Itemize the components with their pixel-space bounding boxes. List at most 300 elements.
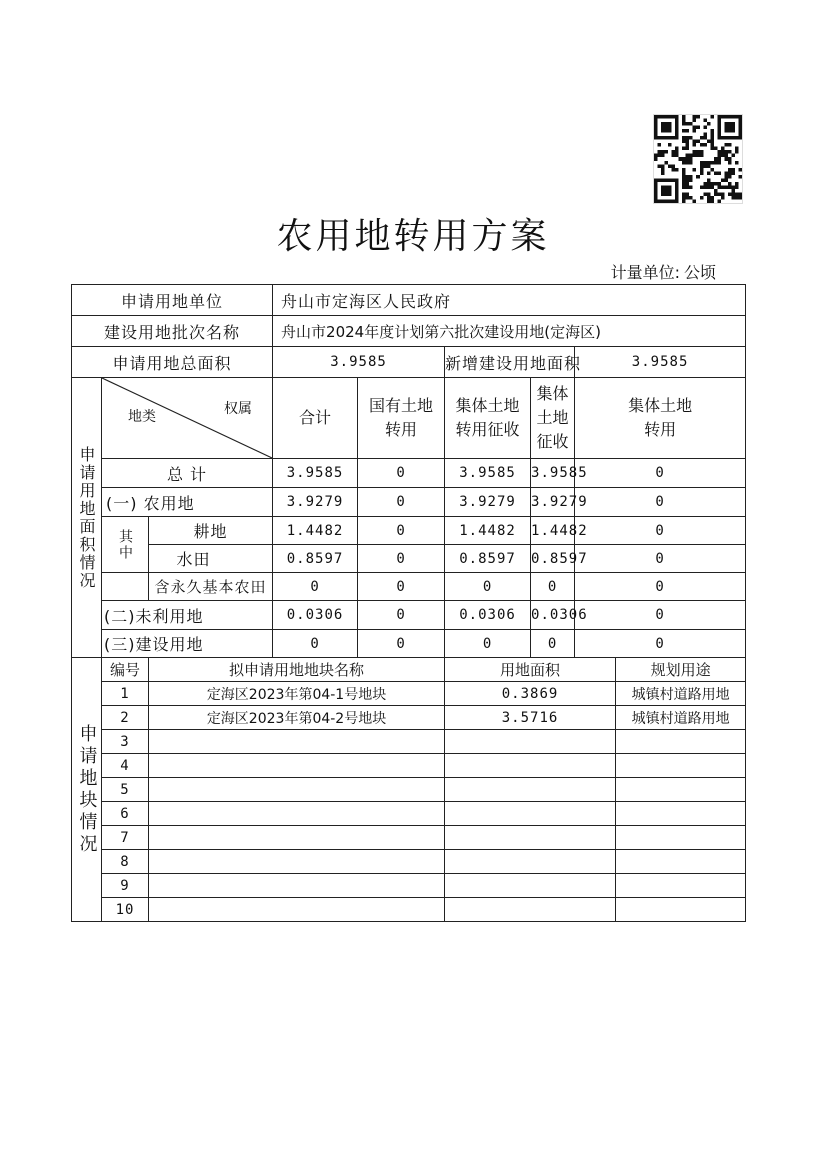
qr-module [731,196,735,200]
qr-module [675,199,679,203]
cell-value: 0 [273,630,358,658]
plot-no: 2 [102,706,149,730]
plot-header-area: 用地面积 [445,658,616,682]
qr-module [703,136,707,140]
qr-module [693,143,697,147]
cell-value: 0 [575,517,746,545]
qr-module [728,182,732,186]
plot-section-side-label: 申请地块情况 [72,658,102,922]
qr-module [682,115,686,119]
qr-module [714,171,718,175]
qr-module [703,161,707,165]
qr-module [738,133,742,137]
plot-no: 6 [102,802,149,826]
qr-module [721,185,725,189]
qr-module [700,154,704,158]
qr-module [728,129,732,133]
plot-name [149,778,445,802]
qr-module [714,182,718,186]
qr-module [707,196,711,200]
qr-module [665,150,669,154]
qr-module [675,147,679,151]
qr-module [668,199,672,203]
qr-module [693,150,697,154]
cell-value: 3.9279 [273,488,358,517]
diagonal-header-cell [102,378,273,459]
row-label: 水田 [173,545,273,573]
qr-module [682,171,686,175]
qr-module [668,115,672,119]
qr-module [686,192,690,196]
cell-value: 0 [358,459,445,488]
qr-module [686,185,690,189]
qr-module [717,185,721,189]
qr-module [728,171,732,175]
cell-value: 0 [575,573,746,601]
qr-module [661,126,665,130]
qr-module [672,164,676,168]
plot-header-no: 编号 [102,658,149,682]
qr-module [675,168,679,172]
qr-module [696,154,700,158]
qr-module [654,136,658,140]
qr-module [672,178,676,182]
unit-label: 计量单位: [610,263,680,282]
new-construction-label: 新增建设用地面积 [445,347,575,378]
qr-module [731,115,735,119]
qr-module [721,150,725,154]
qr-module [682,178,686,182]
plot-name [149,850,445,874]
qr-module [714,157,718,161]
qr-module [689,185,693,189]
land-conversion-form [71,284,746,922]
qr-module [717,199,721,203]
qr-module [661,122,665,126]
plot-area [445,778,616,802]
qr-module [700,185,704,189]
cell-value: 0 [358,573,445,601]
qr-module [661,171,665,175]
plot-no: 10 [102,898,149,922]
qr-module [661,129,665,133]
plot-area [445,802,616,826]
qr-module [735,147,739,151]
qr-module [668,185,672,189]
cell-value: 0 [575,545,746,573]
cell-value: 1.4482 [445,517,531,545]
qr-module [661,154,665,158]
qr-module [700,136,704,140]
plot-area [445,874,616,898]
qr-module [710,196,714,200]
qr-module [693,154,697,158]
qr-module [654,154,658,158]
qr-module [728,115,732,119]
qr-module [672,154,676,158]
qr-module [728,122,732,126]
plot-no: 1 [102,682,149,706]
qr-module [707,161,711,165]
qr-module [721,154,725,158]
qr-module [724,136,728,140]
qr-module [696,175,700,179]
qr-module [682,185,686,189]
qr-module [703,133,707,137]
qr-module [668,136,672,140]
qr-module [731,185,735,189]
qr-module [668,164,672,168]
plot-use [616,874,746,898]
qr-module [682,119,686,123]
qr-module [707,185,711,189]
qr-module [714,189,718,193]
qr-module [665,126,669,130]
qr-module [672,168,676,172]
qr-module [724,126,728,130]
qr-module [717,161,721,165]
qr-module [703,119,707,123]
batch-label: 建设用地批次名称 [72,316,273,347]
qr-module [693,119,697,123]
qr-module [724,115,728,119]
plot-use [616,898,746,922]
qr-module [675,196,679,200]
qr-module [693,129,697,133]
qr-module [661,189,665,193]
qr-module [665,129,669,133]
qr-module [714,161,718,165]
qr-module [661,150,665,154]
qr-module [658,150,662,154]
qr-module [675,189,679,193]
qr-module [731,154,735,158]
col-header: 集体土地 转用 [575,378,746,459]
qr-module [696,126,700,130]
plot-use: 城镇村道路用地 [616,682,746,706]
qr-module [672,150,676,154]
qr-module [665,161,669,165]
qr-module [675,192,679,196]
cell-value: 0.0306 [445,601,531,630]
qr-module [710,182,714,186]
qr-module [654,178,658,182]
plot-use [616,778,746,802]
plot-no: 8 [102,850,149,874]
qr-module [693,115,697,119]
qr-module [738,122,742,126]
total-area-value: 3.9585 [273,347,445,378]
unit-value: 公顷 [683,263,716,282]
qr-module [735,136,739,140]
qr-module [738,136,742,140]
cell-value: 0 [358,545,445,573]
cell-value: 3.9585 [445,459,531,488]
qr-module [682,122,686,126]
qr-module [665,122,669,126]
qr-module [724,122,728,126]
qr-module [700,168,704,172]
qr-module [686,157,690,161]
qr-module [693,126,697,130]
qr-module [686,147,690,151]
qr-module [731,136,735,140]
row-label: (三)建设用地 [102,630,273,658]
qr-module [682,140,686,144]
plot-use [616,802,746,826]
qr-module [721,136,725,140]
cell-value: 3.9279 [531,488,575,517]
qr-module [682,182,686,186]
qr-module [738,115,742,119]
qr-module [654,133,658,137]
qr-module [689,157,693,161]
col-header: 集体土地 征收 [531,378,575,459]
qr-module [689,175,693,179]
qr-module [661,192,665,196]
plot-header-use: 规划用途 [616,658,746,682]
qr-module [717,133,721,137]
qr-module [682,157,686,161]
qr-module [672,199,676,203]
qr-module [710,168,714,172]
plot-no: 5 [102,778,149,802]
qr-module [682,196,686,200]
qr-module [696,150,700,154]
qr-module [707,192,711,196]
qr-module [724,178,728,182]
qr-module [686,143,690,147]
qr-module [693,140,697,144]
qr-module [700,143,704,147]
qr-module [717,126,721,130]
qr-module [717,122,721,126]
cell-value: 0 [531,573,575,601]
qr-module [675,185,679,189]
qr-module [686,154,690,158]
qr-module [728,126,732,130]
qr-module [738,192,742,196]
qr-module [703,164,707,168]
cell-value: 0 [358,601,445,630]
qr-module [665,192,669,196]
qr-module [675,126,679,130]
qr-module [682,136,686,140]
qr-module [738,119,742,123]
qr-module [682,147,686,151]
qr-module [658,154,662,158]
qr-module [700,164,704,168]
cell-value: 0 [575,459,746,488]
qr-module [654,189,658,193]
qr-module [693,168,697,172]
plot-area [445,850,616,874]
qr-module [658,136,662,140]
cell-value: 1.4482 [531,517,575,545]
qr-module [700,150,704,154]
qr-module [668,126,672,130]
diag-land-type: 地类 [128,409,156,425]
qr-module [668,189,672,193]
cell-value: 0 [358,630,445,658]
qr-module [735,196,739,200]
qr-module [724,157,728,161]
qr-module [717,171,721,175]
qr-module [735,115,739,119]
qr-module [714,192,718,196]
qr-module [735,185,739,189]
qr-module [675,122,679,126]
qr-module [703,143,707,147]
qr-module [721,178,725,182]
qr-module [717,150,721,154]
qr-module [686,178,690,182]
sub-group-label: 其中 [102,517,149,573]
qr-module [661,164,665,168]
qr-module [689,136,693,140]
cell-value: 0.8597 [273,545,358,573]
qr-module [675,182,679,186]
applicant-value: 舟山市定海区人民政府 [273,285,746,316]
qr-module [675,150,679,154]
qr-module [658,199,662,203]
plot-name [149,826,445,850]
cell-value: 0 [575,601,746,630]
qr-module [710,140,714,144]
qr-module [710,115,714,119]
row-label: 含永久基本农田 [149,573,273,601]
qr-module [728,161,732,165]
qr-module [682,192,686,196]
qr-module [731,122,735,126]
qr-module [665,199,669,203]
qr-module [654,199,658,203]
cell-value: 0 [445,630,531,658]
qr-module [675,178,679,182]
qr-module [731,129,735,133]
qr-module [738,175,742,179]
cell-value: 0 [358,517,445,545]
qr-module [724,143,728,147]
qr-module [686,175,690,179]
qr-module [686,161,690,165]
qr-module [707,199,711,203]
qr-module [658,164,662,168]
qr-module [689,196,693,200]
plot-area: 3.5716 [445,706,616,730]
plot-use: 城镇村道路用地 [616,706,746,730]
col-header: 集体土地 转用征收 [445,378,531,459]
page-title: 农用地转用方案 [276,216,550,257]
qr-module [710,129,714,133]
qr-module [654,196,658,200]
qr-module [665,185,669,189]
qr-module [707,140,711,144]
qr-module [686,182,690,186]
plot-use [616,850,746,874]
qr-module [714,147,718,151]
qr-module [686,122,690,126]
qr-module [661,115,665,119]
qr-module [661,168,665,172]
qr-module [689,154,693,158]
qr-module [717,154,721,158]
qr-module [665,136,669,140]
qr-module [658,115,662,119]
qr-module [710,161,714,165]
qr-module [735,182,739,186]
qr-module [724,154,728,158]
qr-module [700,171,704,175]
qr-module [703,182,707,186]
row-label: (二)未利用地 [102,601,273,630]
qr-module [654,126,658,130]
qr-module [693,199,697,203]
qr-module [721,192,725,196]
qr-module [654,115,658,119]
cell-value: 0 [575,488,746,517]
qr-module [661,185,665,189]
qr-module [689,178,693,182]
unit-line [607,260,716,283]
qr-module [721,196,725,200]
plot-area [445,898,616,922]
qr-module [686,129,690,133]
qr-module [724,150,728,154]
qr-module [731,126,735,130]
total-area-label: 申请用地总面积 [72,347,273,378]
qr-module [735,161,739,165]
qr-module [672,115,676,119]
qr-module [689,122,693,126]
qr-module [717,157,721,161]
qr-module [731,192,735,196]
plot-no: 7 [102,826,149,850]
qr-module [717,192,721,196]
qr-module [675,154,679,158]
col-header: 合计 [273,378,358,459]
qr-module [724,185,728,189]
qr-module [675,133,679,137]
qr-module [689,161,693,165]
qr-module [700,161,704,165]
qr-module [661,199,665,203]
plot-name [149,754,445,778]
cell-value: 3.9585 [273,459,358,488]
cell-value: 0.8597 [445,545,531,573]
qr-module [675,119,679,123]
qr-module [721,147,725,151]
plot-use [616,730,746,754]
qr-module [658,178,662,182]
qr-module [654,122,658,126]
qr-module [679,157,683,161]
qr-module [707,164,711,168]
plot-name [149,874,445,898]
qr-module [735,192,739,196]
qr-module [654,185,658,189]
row-label: 耕地 [149,517,273,545]
plot-name [149,898,445,922]
qr-module [724,171,728,175]
plot-name: 定海区2023年第04-2号地块 [149,706,445,730]
qr-module [665,115,669,119]
qr-code-icon [653,114,743,204]
qr-module [728,175,732,179]
qr-module [717,136,721,140]
qr-module [675,129,679,133]
qr-module [703,126,707,130]
